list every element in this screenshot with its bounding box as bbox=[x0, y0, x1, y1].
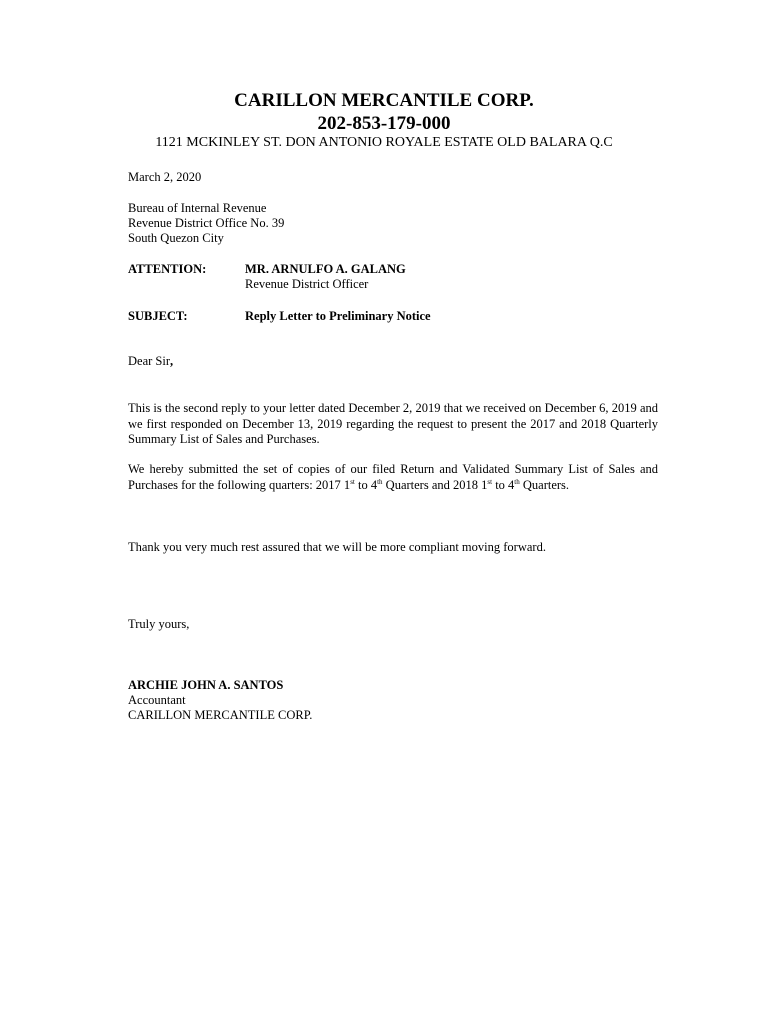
superscript-st: st bbox=[487, 477, 493, 486]
body-paragraph-3: Thank you very much rest assured that we will be more compliant moving forward. bbox=[128, 540, 546, 554]
recipient-line-2: Revenue District Office No. 39 bbox=[128, 216, 285, 230]
subject-label: SUBJECT: bbox=[128, 309, 188, 323]
recipient-line-1: Bureau of Internal Revenue bbox=[128, 201, 267, 215]
salutation-text: Dear Sir bbox=[128, 354, 170, 368]
superscript-th: th bbox=[377, 477, 383, 486]
letter-date: March 2, 2020 bbox=[128, 170, 202, 184]
signatory-company: CARILLON MERCANTILE CORP. bbox=[128, 708, 313, 722]
attention-label: ATTENTION: bbox=[128, 262, 207, 276]
recipient-line-3: South Quezon City bbox=[128, 231, 224, 245]
paragraph-2-part-2: to 4 bbox=[354, 477, 378, 492]
attention-title: Revenue District Officer bbox=[245, 277, 369, 291]
body-paragraph-2 bbox=[128, 462, 658, 493]
paragraph-2-part-3: Quarters and 2018 1 bbox=[382, 477, 488, 492]
attention-name: MR. ARNULFO A. GALANG bbox=[245, 262, 406, 276]
closing: Truly yours, bbox=[128, 617, 190, 631]
salutation bbox=[128, 354, 173, 370]
company-name: CARILLON MERCANTILE CORP. bbox=[234, 90, 534, 111]
subject-text: Reply Letter to Preliminary Notice bbox=[245, 309, 431, 323]
paragraph-2-part-4: to 4 bbox=[492, 477, 515, 492]
superscript-st: st bbox=[350, 477, 355, 486]
body-paragraph-1: This is the second reply to your letter dated December 2, 2019 that we received on December 6, 2019 and we first responded on December 13, 2019 regarding the request to present the 2017 and 2018 Quarterly Summary List of Sales and Purchases. bbox=[128, 401, 658, 446]
paragraph-2-part-5: Quarters. bbox=[519, 477, 570, 492]
signatory-position: Accountant bbox=[128, 693, 186, 707]
paragraph-2-part-1: We hereby submitted the set of copies of our filed Return and Validated Summary List of Sales and Purchases for the following quarters: 2017 1 bbox=[128, 462, 658, 492]
superscript-th: th bbox=[514, 477, 520, 486]
company-address: 1121 MCKINLEY ST. DON ANTONIO ROYALE ESTATE OLD BALARA Q.C bbox=[155, 135, 613, 150]
signatory-name: ARCHIE JOHN A. SANTOS bbox=[128, 678, 284, 692]
salutation-punctuation: , bbox=[170, 354, 174, 368]
company-tin: 202-853-179-000 bbox=[317, 113, 451, 134]
